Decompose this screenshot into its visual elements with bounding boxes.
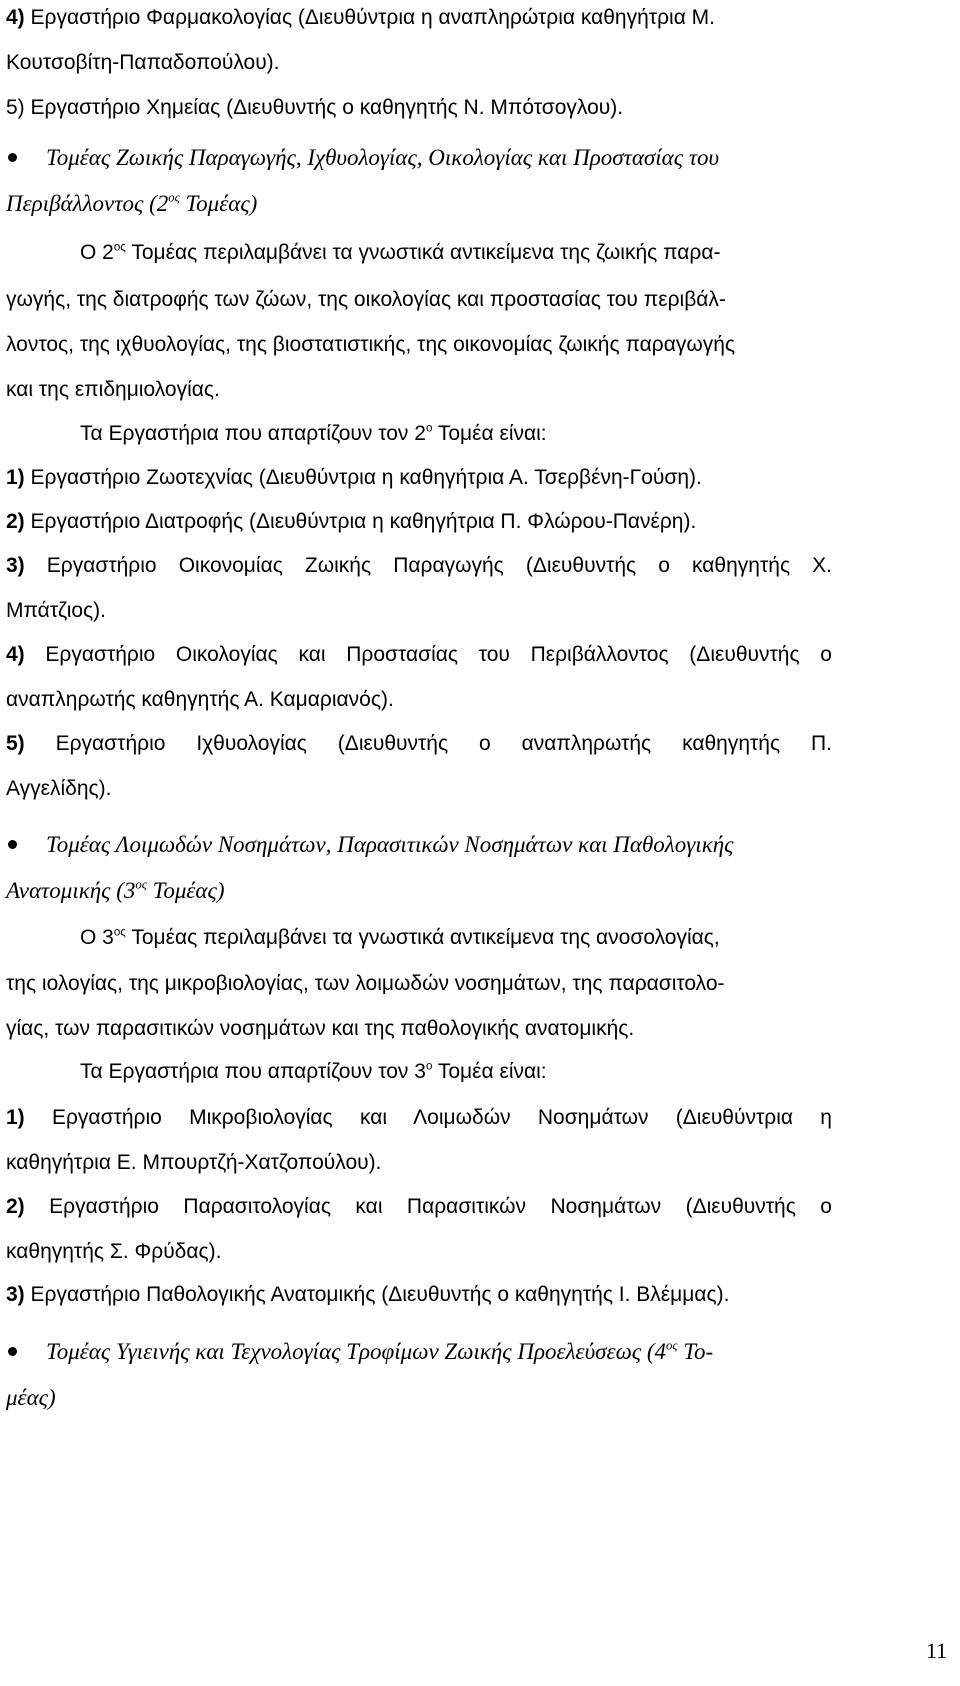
list-item-continuation: Μπάτζιος). xyxy=(6,599,106,622)
list-number: 3) xyxy=(6,554,25,577)
labs-intro: Τα Εργαστήρια που απαρτίζουν τον $2^o$ Τομέα είναι: xyxy=(80,422,547,445)
paragraph-line: Ο $3^{o\varsigma}$ Τομέας περιλαμβάνει τα γνωστικά αντικείμενα της ανοσολογίας, xyxy=(80,926,720,949)
section-heading: Τομέας Ζωικής Παραγωγής, Ιχθυολογίας, Οικολογίας και Προστασίας του xyxy=(46,145,720,170)
list-text: Εργαστήριο Φαρμακολογίας (Διευθύντρια η αναπληρώτρια καθηγήτρια Μ. xyxy=(24,6,716,29)
page-number: 11 xyxy=(926,1638,948,1663)
list-number: 4) xyxy=(6,643,25,666)
list-item-continuation: καθηγήτρια Ε. Μπουρτζή-Χατζοπούλου). xyxy=(6,1151,382,1174)
paragraph-line: Ο $2^{o\varsigma}$ Τομέας περιλαμβάνει τα γνωστικά αντικείμενα της ζωικής παρα- xyxy=(80,241,721,264)
paragraph-line: λοντος, της ιχθυολογίας, της βιοστατιστικής, της οικονομίας ζωικής παραγωγής xyxy=(6,333,736,356)
list-number: 2) xyxy=(6,510,25,533)
section-heading: Τομέας Υγιεινής και Τεχνολογίας Τροφίμων Ζωικής Προελεύσεως ($4^{o\varsigma}$ Το- xyxy=(46,1338,714,1364)
list-item: 2) Εργαστήριο Διατροφής (Διευθύντρια η καθηγήτρια Π. Φλώρου-Πανέρη). xyxy=(6,510,697,533)
list-item: 4) Εργαστήριο Οικολογίας και Προστασίας του Περιβάλλοντος (Διευθυντής ο xyxy=(6,643,832,666)
list-item: 3) Εργαστήριο Οικονομίας Ζωικής Παραγωγής (Διευθυντής ο καθηγητής Χ. xyxy=(6,554,832,577)
bullet-icon xyxy=(8,840,17,849)
labs-intro: Τα Εργαστήρια που απαρτίζουν τον $3^o$ Τομέα είναι: xyxy=(80,1060,547,1083)
section-heading: Τομέας Λοιμωδών Νοσημάτων, Παρασιτικών Νοσημάτων και Παθολογικής xyxy=(46,832,734,857)
section-heading-continuation: Ανατομικής ($3^{o\varsigma}$ Τομέας) xyxy=(6,877,225,903)
paragraph-line: γωγής, της διατροφής των ζώων, της οικολογίας και προστασίας του περιβάλ- xyxy=(6,288,726,311)
bullet-icon xyxy=(8,1347,17,1356)
section-heading-continuation: Περιβάλλοντος ($2^{o\varsigma}$ Τομέας) xyxy=(6,190,258,216)
list-item-continuation: Κουτσοβίτη-Παπαδοπούλου). xyxy=(6,51,280,74)
list-item-continuation: Αγγελίδης). xyxy=(6,777,112,800)
list-item: 2) Εργαστήριο Παρασιτολογίας και Παρασιτικών Νοσημάτων (Διευθυντής ο xyxy=(6,1195,832,1218)
list-number: 5) xyxy=(6,732,25,755)
list-number: 4) xyxy=(6,6,25,29)
list-item: 3) Εργαστήριο Παθολογικής Ανατομικής (Διευθυντής ο καθηγητής Ι. Βλέμμας). xyxy=(6,1283,730,1306)
list-item: 1) Εργαστήριο Μικροβιολογίας και Λοιμωδών Νοσημάτων (Διευθύντρια η xyxy=(6,1106,832,1129)
section-heading-continuation: μέας) xyxy=(6,1385,56,1410)
list-number: 1) xyxy=(6,466,25,489)
paragraph-line: της ιολογίας, της μικροβιολογίας, των λοιμωδών νοσημάτων, της παρασιτολο- xyxy=(6,972,725,995)
list-number: 1) xyxy=(6,1106,25,1129)
list-item: 5) Εργαστήριο Χημείας (Διευθυντής ο καθηγητής Ν. Μπότσογλου). xyxy=(6,96,624,119)
list-number: 2) xyxy=(6,1195,25,1218)
list-item-continuation: καθηγητής Σ. Φρύδας). xyxy=(6,1240,222,1263)
list-item xyxy=(6,7,715,28)
list-item: 5) Εργαστήριο Ιχθυολογίας (Διευθυντής ο αναπληρωτής καθηγητής Π. xyxy=(6,732,832,755)
list-number: 3) xyxy=(6,1283,25,1306)
list-item: 1) Εργαστήριο Ζωοτεχνίας (Διευθύντρια η καθηγήτρια Α. Τσερβένη-Γούση). xyxy=(6,466,702,489)
bullet-icon xyxy=(8,153,17,162)
paragraph-line: γίας, των παρασιτικών νοσημάτων και της παθολογικής ανατομικής. xyxy=(6,1017,635,1040)
paragraph-line: και της επιδημιολογίας. xyxy=(6,378,220,401)
list-item-continuation: αναπληρωτής καθηγητής Α. Καμαριανός). xyxy=(6,688,394,711)
